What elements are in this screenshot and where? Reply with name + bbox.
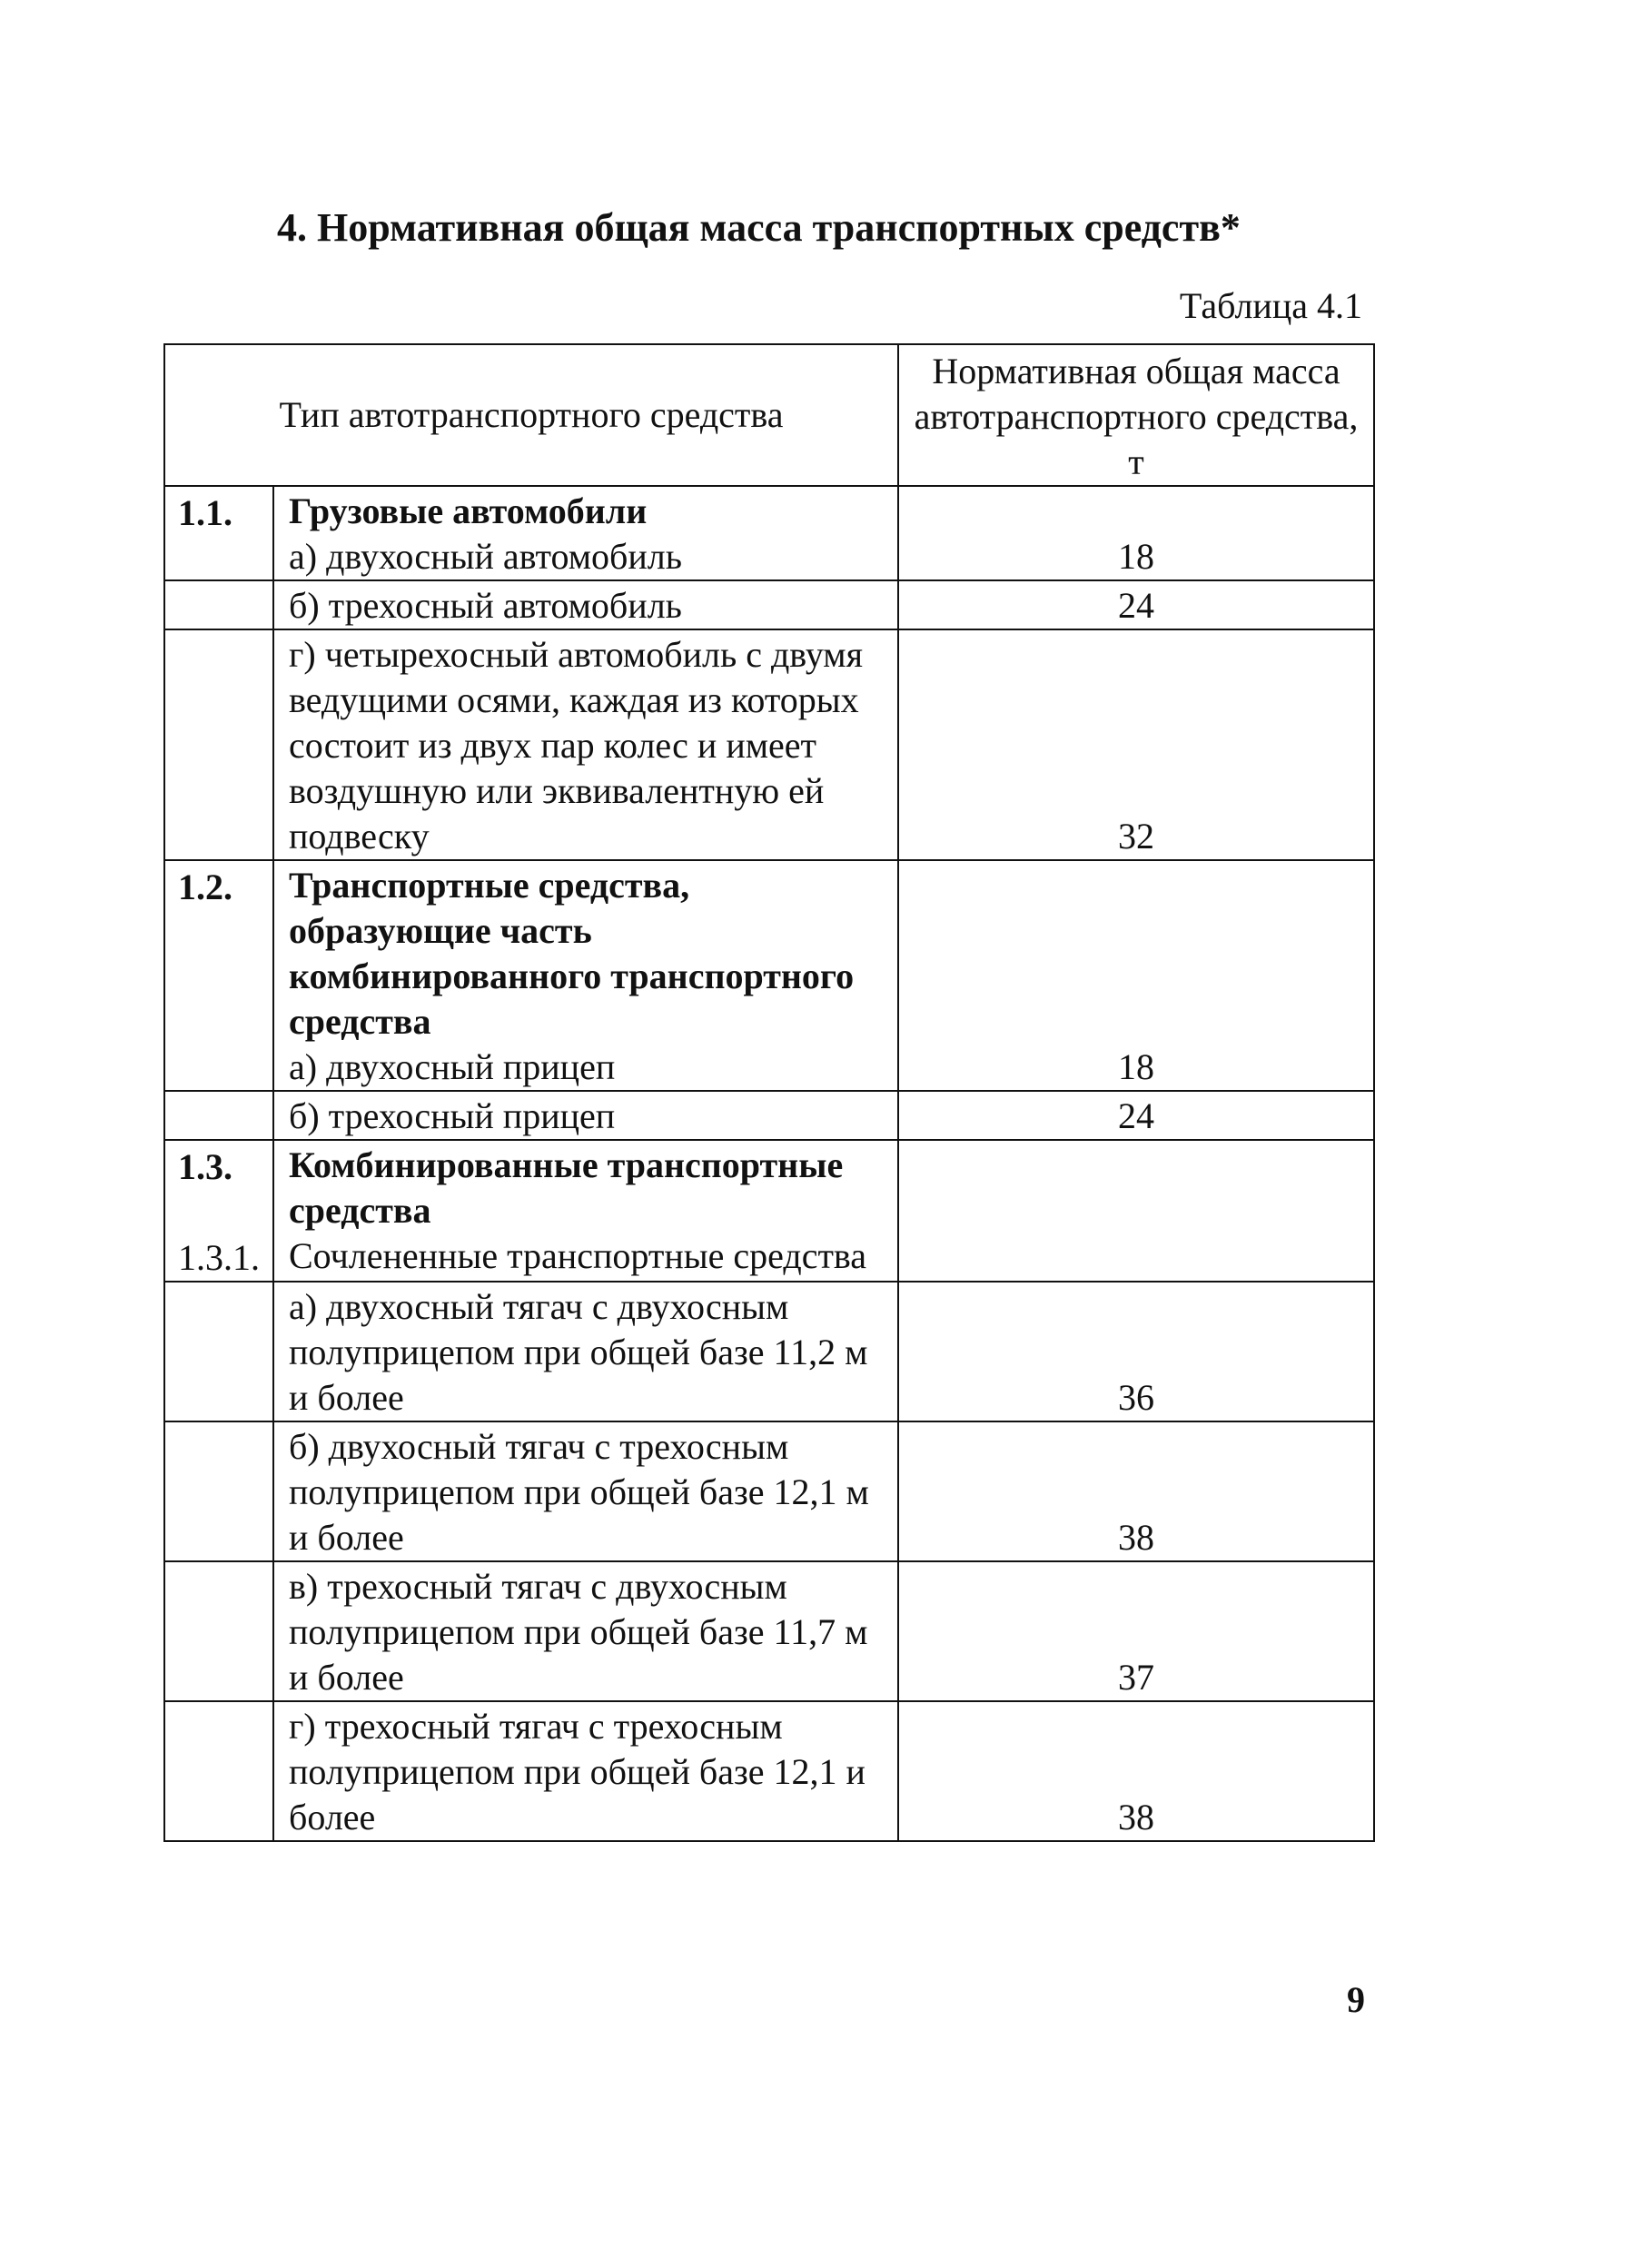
empty-number-cell <box>164 1091 273 1140</box>
mass-value: 36 <box>898 1282 1374 1421</box>
table-row <box>164 1421 1374 1561</box>
item-text: а) двухосный прицеп <box>289 1046 616 1087</box>
section-number: 1.3. <box>178 1146 232 1187</box>
item-text: б) трехосный автомобиль <box>273 580 898 629</box>
table-row <box>164 860 1374 1091</box>
item-text: в) трехосный тягач с двухосным полуприцепом при общей базе 11,7 м и более <box>273 1561 898 1701</box>
table-row <box>164 1701 1374 1841</box>
item-text: г) трехосный тягач с трехосным полуприцепом при общей базе 12,1 и более <box>273 1701 898 1841</box>
table-row <box>164 1091 1374 1140</box>
item-text: б) двухосный тягач с трехосным полуприцепом при общей базе 12,1 м и более <box>273 1421 898 1561</box>
empty-number-cell <box>164 1282 273 1421</box>
table-row <box>164 580 1374 629</box>
mass-table <box>163 343 1375 1842</box>
section-number: 1.1. <box>164 486 273 580</box>
mass-value: 32 <box>898 629 1374 860</box>
table-row <box>164 1140 1374 1282</box>
empty-number-cell <box>164 629 273 860</box>
mass-value: 24 <box>898 580 1374 629</box>
empty-number-cell <box>164 1701 273 1841</box>
table-header-row <box>164 344 1374 486</box>
page-heading: 4. Нормативная общая масса транспортных средств* <box>277 205 1241 250</box>
empty-value-cell <box>898 1140 1374 1282</box>
section-number: 1.2. <box>164 860 273 1091</box>
table-row <box>164 1282 1374 1421</box>
table-row <box>164 629 1374 860</box>
item-text: а) двухосный автомобиль <box>289 536 682 577</box>
section-cell <box>273 486 898 580</box>
empty-number-cell <box>164 1561 273 1701</box>
page-number: 9 <box>1347 1979 1365 2020</box>
section-number-cell <box>164 1140 273 1282</box>
item-text: а) двухосный тягач с двухосным полуприцепом при общей базе 11,2 м и более <box>273 1282 898 1421</box>
mass-value: 18 <box>898 860 1374 1091</box>
subsection-title: Сочлененные транспортные средства <box>289 1235 867 1276</box>
section-cell <box>273 1140 898 1282</box>
section-title: Комбинированные транспортные средства <box>289 1144 844 1231</box>
subsection-number: 1.3.1. <box>178 1237 260 1278</box>
item-text: г) четырехосный автомобиль с двумя ведущими осями, каждая из которых состоит из двух пар колес и имеет воздушную или эквивалентную ей подвеску <box>273 629 898 860</box>
section-cell <box>273 860 898 1091</box>
table-row <box>164 1561 1374 1701</box>
mass-value: 18 <box>898 486 1374 580</box>
header-value-cell: Нормативная общая масса автотранспортного средства, т <box>898 344 1374 486</box>
table-label: Таблица 4.1 <box>1179 285 1362 326</box>
mass-value: 38 <box>898 1421 1374 1561</box>
empty-number-cell <box>164 580 273 629</box>
mass-value: 24 <box>898 1091 1374 1140</box>
header-type-cell: Тип автотранспортного средства <box>164 344 898 486</box>
empty-number-cell <box>164 1421 273 1561</box>
mass-value: 37 <box>898 1561 1374 1701</box>
section-title: Грузовые автомобили <box>289 490 648 531</box>
section-title: Транспортные средства, образующие часть комбинированного транспортного средства <box>289 865 855 1042</box>
item-text: б) трехосный прицеп <box>273 1091 898 1140</box>
mass-value: 38 <box>898 1701 1374 1841</box>
table-row <box>164 486 1374 580</box>
